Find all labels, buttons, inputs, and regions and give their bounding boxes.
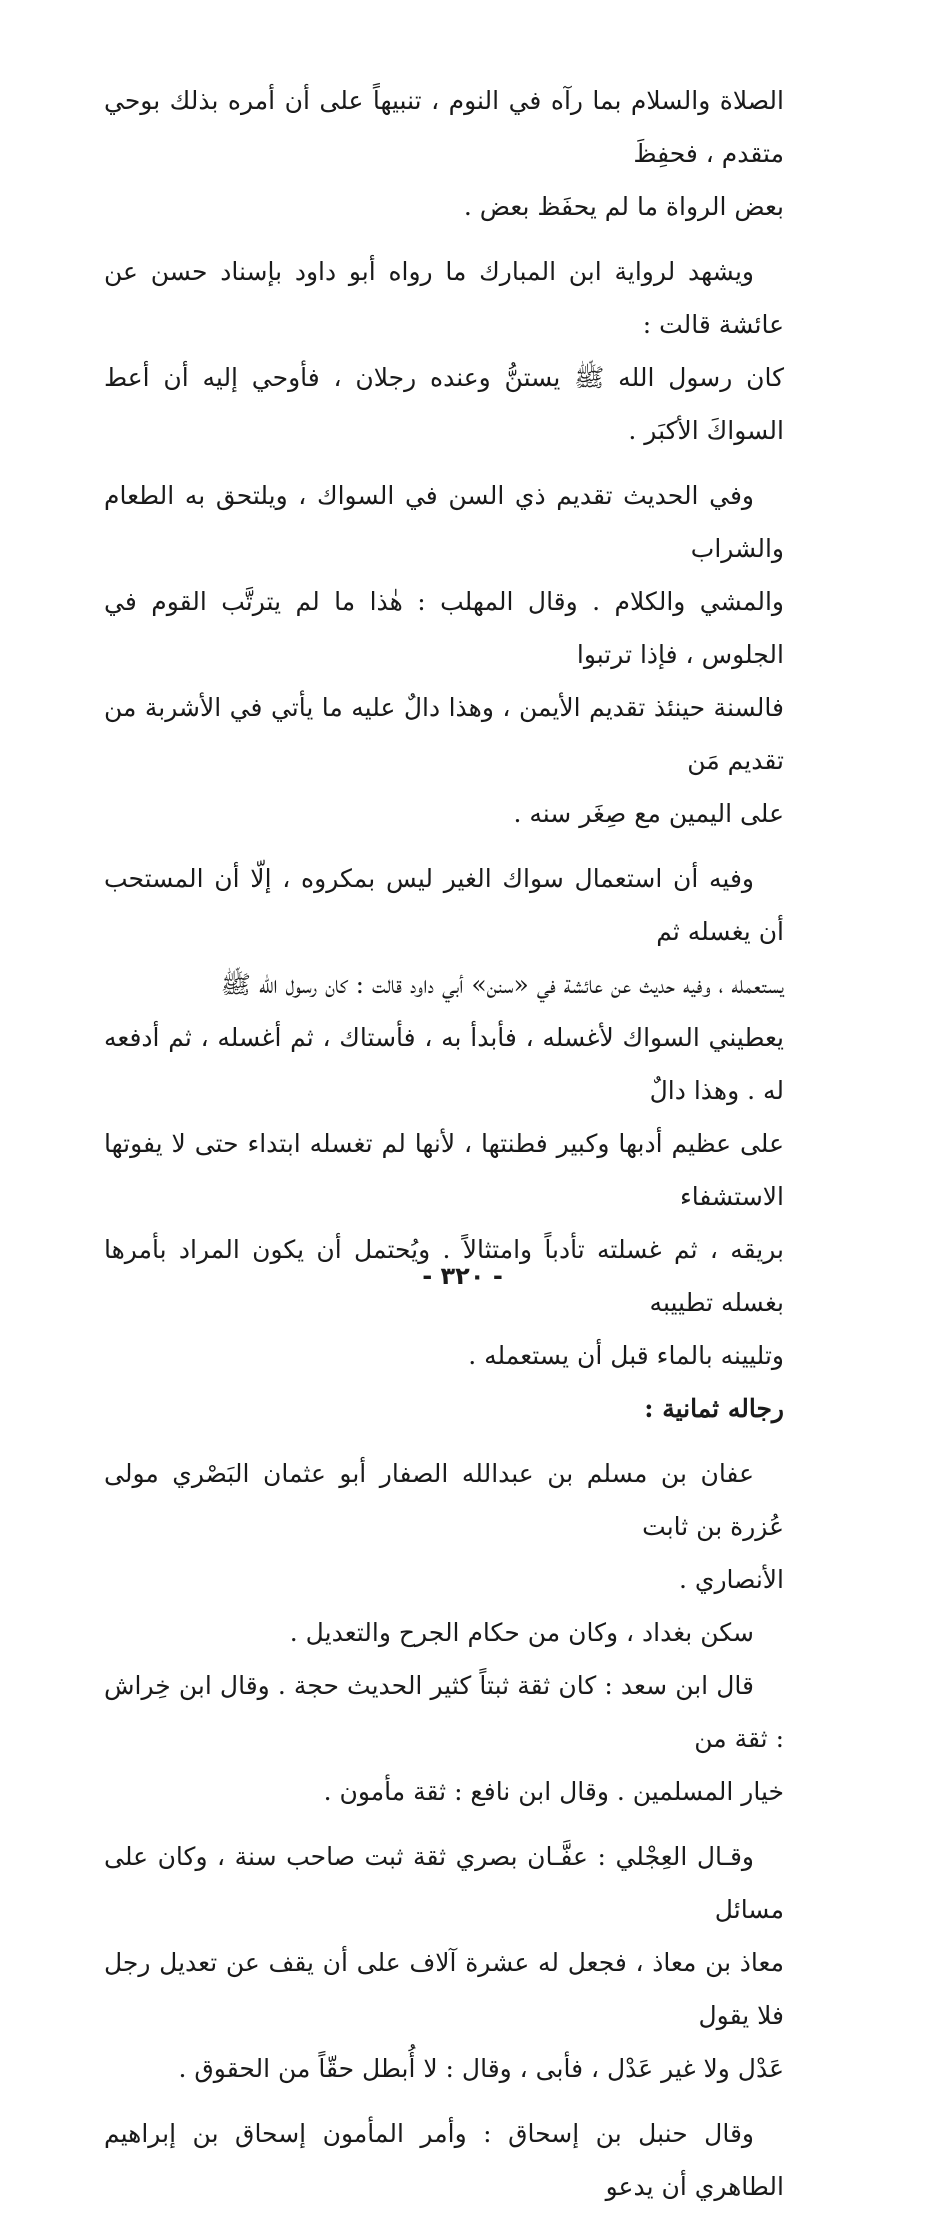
paragraph-2: [104, 245, 784, 457]
section-heading: رجاله ثمانية :: [644, 1394, 784, 1423]
text-line: عَدْل ولا غير عَدْل ، فأبى ، وقال : لا أُبطل حقّاً من الحقوق .: [178, 2054, 784, 2083]
text-line: عفان بن مسلم بن عبدالله الصفار أبو عثمان البَصْري مولى عُزرة بن ثابت: [104, 1459, 784, 1541]
text-line: بريقه ، ثم غسلته تأدباً وامتثالاً . ويُحتمل أن يكون المراد بأمرها بغسله تطييبه: [104, 1235, 784, 1317]
text-line: وفيه أن استعمال سواك الغير ليس بمكروه ، إلّا أن المستحب أن يغسله ثم: [104, 864, 784, 946]
page-number: - ٣٢٠ -: [422, 1262, 503, 1290]
paragraph-4: [104, 852, 784, 1382]
text-line: بعض الرواة ما لم يحفَظ بعض .: [463, 192, 784, 221]
narrator-paragraph-4: [104, 1830, 784, 2095]
text-line: الأنصاري .: [679, 1565, 784, 1594]
text-line: قال ابن سعد : كان ثقة ثبتاً كثير الحديث حجة . وقال ابن خِراش : ثقة من: [104, 1671, 784, 1753]
text-line: خيار المسلمين . وقال ابن نافع : ثقة مأمون .: [323, 1777, 784, 1806]
text-line: فالسنة حينئذ تقديم الأيمن ، وهذا دالٌ عليه ما يأتي في الأشربة من تقديم مَن: [104, 693, 784, 775]
text-line: الصلاة والسلام بما رآه في النوم ، تنبيهاً على أن أمره بذلك بوحي متقدم ، فحفِظَ: [104, 86, 784, 168]
document-page: [104, 74, 784, 2201]
text-line: وقال حنبل بن إسحاق : وأمر المأمون إسحاق بن إبراهيم الطاهري أن يدعو: [104, 2119, 784, 2201]
text-line: يعطيني السواك لأغسله ، فأبدأ به ، فأستاك ، ثم أغسله ، ثم أدفعه له . وهذا دالٌ: [104, 1023, 784, 1105]
text-line: والمشي والكلام . وقال المهلب : هٰذا ما لم يترتَّب القوم في الجلوس ، فإذا ترتبوا: [104, 587, 784, 669]
text-line: كان رسول الله ﷺ يستنُّ وعنده رجلان ، فأوحي إليه أن أعط السواكَ الأكبَر .: [104, 363, 784, 445]
text-line: ويشهد لرواية ابن المبارك ما رواه أبو داود بإسناد حسن عن عائشة قالت :: [104, 257, 784, 339]
narrator-paragraph-2: [104, 1606, 784, 1659]
text-line: سكن بغداد ، وكان من حكام الجرح والتعديل .: [289, 1618, 754, 1647]
text-line: معاذ بن معاذ ، فجعل له عشرة آلاف على أن يقف عن تعديل رجل فلا يقول: [104, 1948, 784, 2030]
narrator-paragraph-5: [104, 2107, 784, 2213]
text-line: وتليينه بالماء قبل أن يستعمله .: [468, 1341, 784, 1370]
text-line: وقـال العِجْلي : عفَّـان بصري ثقة ثبت صاحب سنة ، وكان على مسائل: [104, 1842, 784, 1924]
narrator-paragraph-3: [104, 1659, 784, 1818]
text-line: على عظيم أدبها وكبير فطنتها ، لأنها لم تغسله ابتداء حتى لا يفوتها الاستشفاء: [104, 1129, 784, 1211]
text-line: وفي الحديث تقديم ذي السن في السواك ، ويلتحق به الطعام والشراب: [104, 481, 784, 563]
narrator-paragraph-1: [104, 1447, 784, 1606]
text-line: يستعمله ، وفيه حديث عن عائشة في «سنن» أبي داود قالت : كان رسول الله ﷺ: [220, 970, 784, 999]
text-line: على اليمين مع صِغَر سنه .: [513, 799, 784, 828]
paragraph-3: [104, 469, 784, 840]
paragraph-1: [104, 74, 784, 233]
